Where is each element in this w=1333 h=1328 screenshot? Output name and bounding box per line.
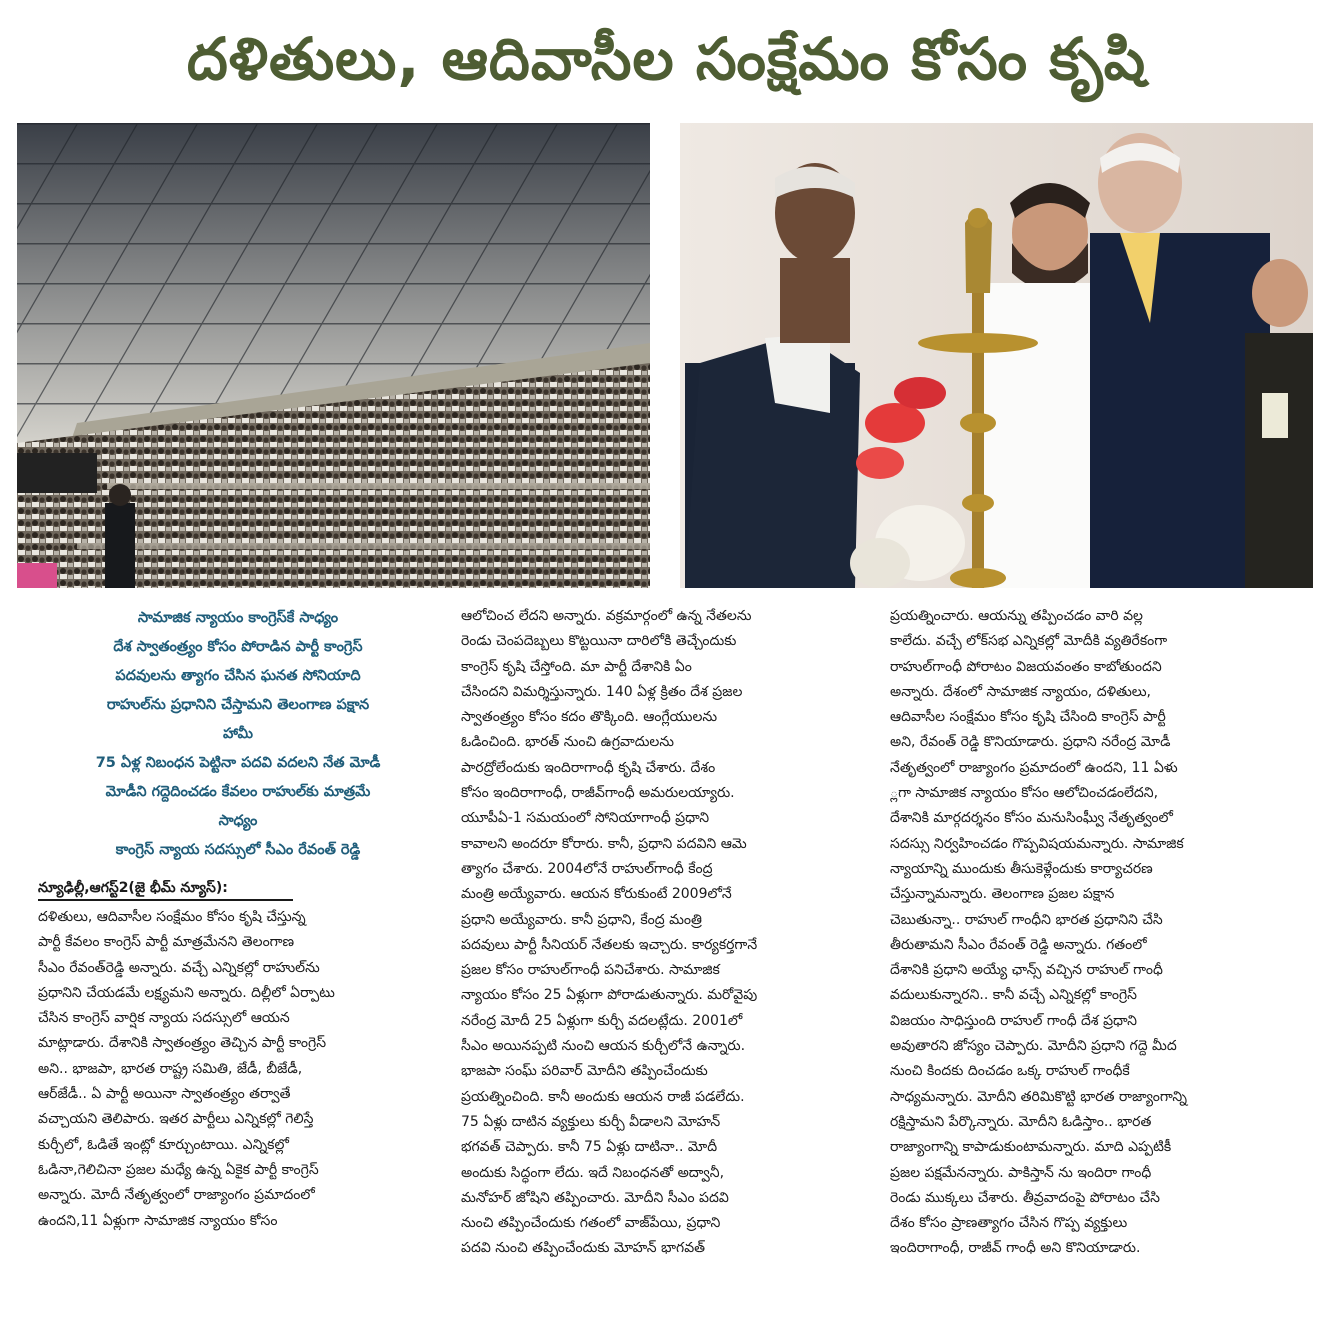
- column-3: [890, 604, 1295, 1316]
- article-line: పారద్రోలేందుకు ఇందిరాగాంధీ కృషి చేశారు. దేశం: [461, 759, 716, 776]
- article-line: అని.. భాజపా, భారత రాష్ట్ర సమితి, జేడీ, బీజేడీ,: [38, 1060, 303, 1077]
- subheadline-line: సామాజిక న్యాయం కాంగ్రెస్‌కే సాధ్యం: [137, 610, 339, 626]
- article-line: విజయం సాధిస్తుంది రాహుల్ గాంధీ దేశ ప్రధాని: [890, 1012, 1137, 1029]
- article-line: భగవత్ చెప్పారు. కానీ 75 ఏళ్లు దాటినా.. మోదీ: [461, 1139, 718, 1156]
- article-line: చెబుతున్నా.. రాహుల్ గాంధీని భారత ప్రధానిని చేసి: [890, 911, 1163, 928]
- article-line: సీఎం అయినప్పటి నుంచి ఆయన కుర్చీలోనే ఉన్నారు.: [461, 1038, 746, 1055]
- article-line: ప్రజల కోసం రాహుల్‌గాంధీ పనిచేశారు. సామాజిక: [461, 962, 720, 979]
- article-line: మాట్లాడారు. దేశానికి స్వాతంత్ర్యం తెచ్చిన పార్టీ కాంగ్రెస్: [38, 1035, 327, 1052]
- article-line: ప్రయత్నించింది. కానీ అందుకు ఆయన రాజీ పడలేదు.: [461, 1088, 745, 1105]
- article-line: 75 ఏళ్లు దాటిన వ్యక్తులు కుర్చీ వీడాలని మోహన్: [461, 1113, 721, 1130]
- article-line: పదవి నుంచి తప్పించేందుకు మోహన్ భాగవత్: [461, 1240, 706, 1257]
- article-line: రక్షిస్తామని పేర్కొన్నారు. మోదీని ఓడిస్తాం.. భారత: [890, 1113, 1152, 1130]
- article-line: ఇందిరాగాంధీ, రాజీవ్ గాంధీ అని కొనియాడారు.: [890, 1240, 1141, 1257]
- article-line: నుంచి తప్పించేందుకు గతంలో వాజ్‌పేయి, ప్రధాని: [461, 1215, 721, 1232]
- headline: దళితులు, ఆదివాసీల సంక్షేమం కోసం కృషి: [186, 25, 1147, 93]
- article-line: భాజపా సంఘ్ పరివార్ మోదీని తప్పించేందుకు: [461, 1063, 708, 1080]
- article-line: పార్టీ కేవలం కాంగ్రెస్ పార్టీ మాత్రమేనని తెలంగాణ: [38, 934, 295, 951]
- subheadline-line: పదవులను త్యాగం చేసిన ఘనత సోనియాది: [115, 668, 361, 684]
- article-line: తీరుతామని సీఎం రేవంత్ రెడ్డి అన్నారు. గతంలో: [890, 936, 1147, 953]
- article-line: ప్రధాని అయ్యేవారు. కానీ ప్రధాని, కేంద్ర మంత్రి: [461, 911, 702, 928]
- article-line: దళితులు, ఆదివాసీల సంక్షేమం కోసం కృషి చేస్తున్న: [38, 909, 306, 925]
- column-1: [38, 604, 438, 1316]
- article-line: సాధ్యమన్నారు. మోదీని తరిమికొట్టి భారత రాజ్యాంగాన్ని: [890, 1088, 1187, 1105]
- article-line: పదవులు పార్టీ సీనియర్ నేతలకు ఇచ్చారు. కార్యకర్తగానే: [461, 936, 758, 953]
- article-line: ప్రయత్నించారు. ఆయన్ను తప్పించడం వారి వల్ల: [890, 608, 1143, 624]
- article-line: ఉందని,11 ఏళ్లుగా సామాజిక న్యాయం కోసం: [38, 1212, 278, 1229]
- subheadline-line: మోడీని గద్దెదించడం కేవలం రాహుల్‌కు మాత్రమే: [105, 784, 371, 800]
- article-line: రాహుల్‌గాంధీ పోరాటం విజయవంతం కాబోతుందని: [890, 658, 1162, 675]
- column-2: [461, 604, 866, 1316]
- article-line: ్లగా సామాజిక న్యాయం కోసం ఆలోచించడంలేదని,: [890, 785, 1159, 802]
- article-line: ఆర్‌జేడీ.. ఏ పార్టీ అయినా స్వాతంత్ర్యం తర్వాతే: [38, 1086, 291, 1103]
- article-line: రెండు చెంపదెబ్బలు కొట్టయినా దారిలోకి తెచ్చేందుకు: [461, 633, 737, 650]
- article-line: మంత్రి అయ్యేవారు. ఆయన కోరుకుంటే 2009లోనే: [461, 886, 732, 903]
- article-line: నరేంద్ర మోదీ 25 ఏళ్లుగా కుర్చీ వదలట్లేదు. 2001లో: [461, 1012, 743, 1029]
- article-line: వదులుకున్నారని.. కానీ వచ్చే ఎన్నికల్లో కాంగ్రెస్: [890, 987, 1138, 1004]
- article-line: న్యాయం కోసం 25 ఏళ్లుగా పోరాడుతున్నారు. మరోవైపు: [461, 987, 758, 1004]
- article-line: చేసిన కాంగ్రెస్ వార్షిక న్యాయ సదస్సులో ఆయన: [38, 1010, 290, 1027]
- article-line: ఓడినా,గెలిచినా ప్రజల మధ్యే ఉన్న ఏకైక పార్టీ కాంగ్రెస్: [38, 1161, 319, 1178]
- article-line: అవుతారని జోస్యం చెప్పారు. మోదీని ప్రధాని గద్దె మీద: [890, 1038, 1177, 1055]
- article-line: దేశానికి మార్గదర్శనం కోసం మనుసింఘ్వీ నేతృత్వంలో: [890, 810, 1173, 827]
- article-line: సీఎం రేవంత్‌రెడ్డి అన్నారు. వచ్చే ఎన్నికల్లో రాహుల్‌ను: [38, 959, 320, 976]
- subheadline-line: సాధ్యం: [218, 813, 258, 829]
- article-line: కోసం ఇందిరాగాంధీ, రాజీవ్‌గాంధీ అమరులయ్యారు.: [461, 785, 735, 802]
- article-line: వచ్చాయని తెలిపారు. ఇతర పార్టీలు ఎన్నికల్లో గెలిస్తే: [38, 1111, 314, 1128]
- subheadline-line: రాహుల్‌ను ప్రధానిని చేస్తామని తెలంగాణ పక్షాన: [106, 697, 370, 713]
- subheadline-line: హామీ: [222, 726, 254, 742]
- article-line: రాజ్యాంగాన్ని కాపాడుకుంటామన్నారు. మాది ఎప్పటికీ: [890, 1139, 1172, 1156]
- article-line: అన్నారు. మోదీ నేతృత్వంలో రాజ్యాంగం ప్రమాదంలో: [38, 1187, 315, 1204]
- article-line: చేసిందని విమర్శిస్తున్నారు. 140 ఏళ్ల క్రితం దేశ ప్రజల: [461, 683, 743, 700]
- article-line: చేస్తున్నామన్నారు. తెలంగాణ ప్రజల పక్షాన: [890, 886, 1115, 903]
- article-line: కుర్చీలో, ఓడితే ఇంట్లో కూర్చుంటాయి. ఎన్నికల్లో: [38, 1136, 289, 1153]
- article-line: సదస్సు నిర్వహించడం గొప్పవిషయమన్నారు. సామాజిక: [890, 835, 1184, 852]
- article-line: యూపీఏ-1 సమయంలో సోనియాగాంధీ ప్రధాని: [461, 810, 710, 827]
- dateline: న్యూఢిల్లీ,ఆగస్ట్2(జై భీమ్ న్యూస్):: [38, 877, 293, 901]
- article-line: అందుకు సిద్ధంగా లేదు. ఇదే నిబంధనతో అద్వానీ,: [461, 1164, 725, 1181]
- article-line: స్వాతంత్ర్యం కోసం కదం తొక్కింది. ఆంగ్లేయులను: [461, 709, 718, 726]
- article-line: రెండు ముక్కలు చేశారు. తీవ్రవాదంపై పోరాటం చేసి: [890, 1189, 1160, 1206]
- subheadline-line: దేశ స్వాతంత్ర్యం కోసం పోరాడిన పార్టీ కాంగ్రెస్: [113, 639, 363, 655]
- lamp-lighting-photo: [680, 123, 1313, 588]
- article-line: ప్రజల పక్షమేనన్నారు. పాకిస్తాన్ ను ఇందిరా గాంధీ: [890, 1164, 1152, 1181]
- auditorium-photo: [17, 123, 650, 588]
- article-body: [38, 905, 438, 1234]
- article-line: కావాలని అందరూ కోరారు. కానీ, ప్రధాని పదవిని ఆమె: [461, 835, 747, 852]
- article-line: ఓడించింది. భారత్ నుంచి ఉగ్రవాదులను: [461, 734, 675, 751]
- article-line: అని, రేవంత్ రెడ్డి కొనియాడారు. ప్రధాని నరేంద్ర మోడీ: [890, 734, 1171, 751]
- article-line: న్యాయాన్ని ముందుకు తీసుకెళ్లేందుకు కార్యాచరణ: [890, 860, 1153, 877]
- article-line: ఆలోచించ లేదని అన్నారు. వక్రమార్గంలో ఉన్న నేతలను: [461, 608, 752, 624]
- subheadline-block: [38, 604, 438, 865]
- article-line: దేశానికి ప్రధాని అయ్యే ఛాన్స్ వచ్చిన రాహుల్ గాంధీ: [890, 962, 1163, 979]
- article-line: త్యాగం చేశారు. 2004లోనే రాహుల్‌గాంధీ కేంద్ర: [461, 860, 713, 877]
- article-line: ఆదివాసీల సంక్షేమం కోసం కృషి చేసింది కాంగ్రెస్ పార్టీ: [890, 709, 1166, 726]
- article-line: అన్నారు. దేశంలో సామాజిక న్యాయం, దళితులు,: [890, 683, 1152, 700]
- subheadline-line: కాంగ్రెస్ న్యాయ సదస్సులో సీఎం రేవంత్ రెడ్డి: [115, 842, 361, 858]
- article-line: నుంచి కిందకు దించడం ఒక్క రాహుల్ గాంధీకే: [890, 1063, 1130, 1080]
- article-line: కాలేదు. వచ్చే లోక్‌సభ ఎన్నికల్లో మోదీకి వ్యతిరేకంగా: [890, 633, 1168, 650]
- article-line: నేతృత్వంలో రాజ్యాంగం ప్రమాదంలో ఉందని, 11 ఏళు: [890, 759, 1178, 776]
- article-line: కాంగ్రెస్ కృషి చేస్తోంది. మా పార్టీ దేశానికి ఏం: [461, 658, 692, 675]
- article-line: ప్రధానిని చేయడమే లక్ష్యమని అన్నారు. దిల్లీలో ఏర్పాటు: [38, 984, 335, 1001]
- article-line: మనోహర్ జోషిని తప్పించారు. మోదీని సీఎం పదవి: [461, 1189, 729, 1206]
- subheadline-line: 75 ఏళ్ల నిబంధన పెట్టినా పదవి వదలని నేత మోడీ: [95, 755, 381, 771]
- article-line: దేశం కోసం ప్రాణత్యాగం చేసిన గొప్ప వ్యక్తులు: [890, 1215, 1128, 1232]
